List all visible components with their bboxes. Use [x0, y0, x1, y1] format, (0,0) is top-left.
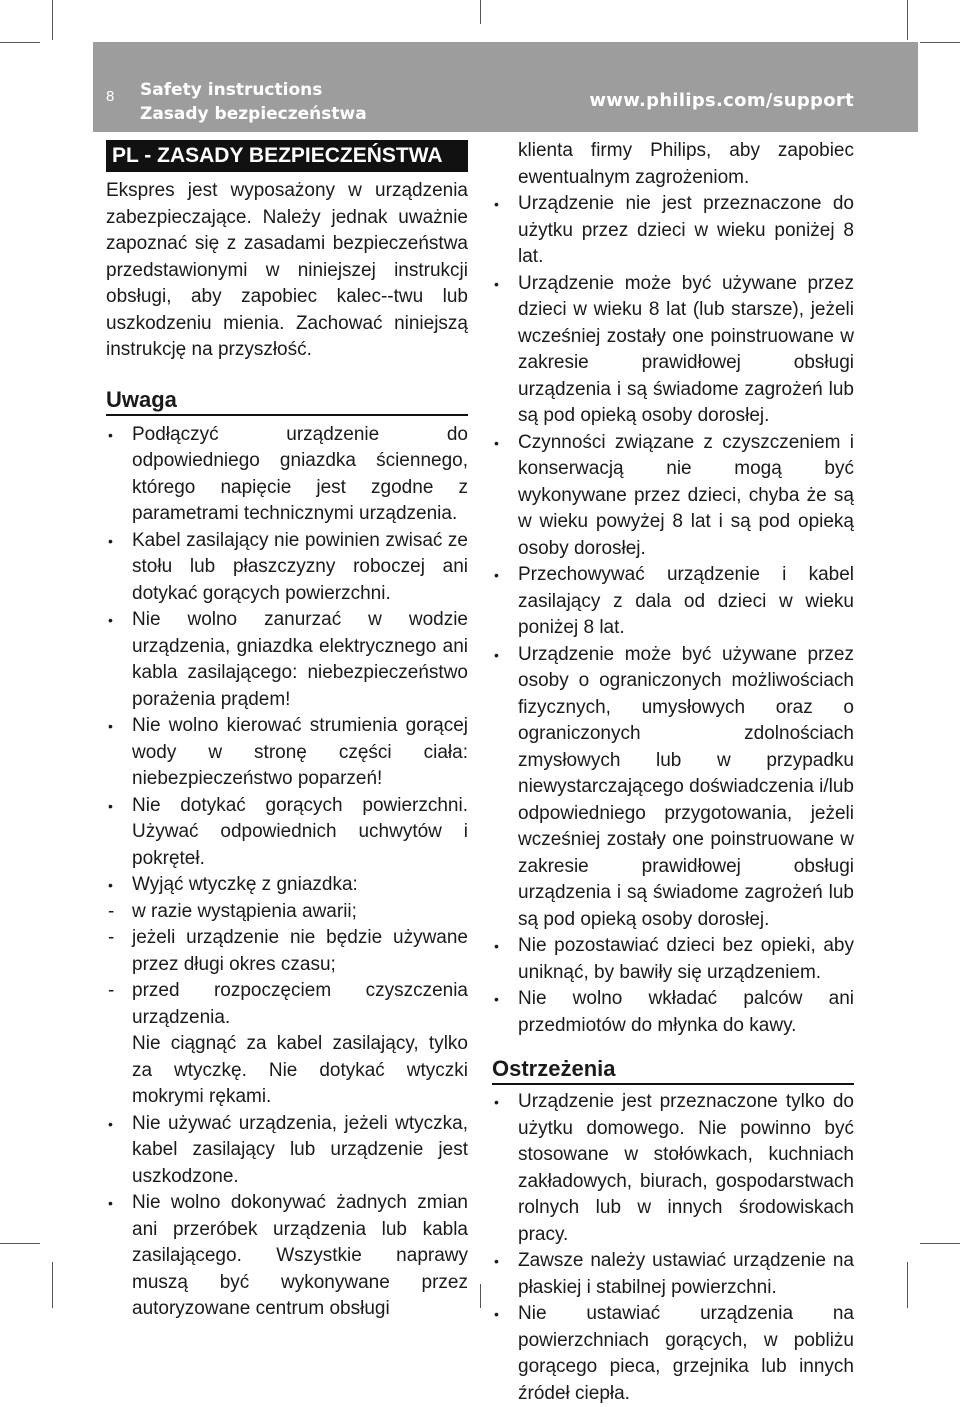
- list-item: - przed rozpoczęciem czyszczenia urządzenia.: [106, 978, 468, 1031]
- warning-list: [106, 422, 468, 1323]
- list-item: • Nie wolno kierować strumienia gorącej wody w stronę części ciała: niebezpieczeństwo poparzeń!: [106, 713, 468, 793]
- unplug-list: [106, 899, 468, 1032]
- crop-mark: [907, 0, 908, 40]
- list-item: • Urządzenie może być używane przez dzieci w wieku 8 lat (lub starsze), jeżeli wcześniej zostały one poinstruowane w zakresie prawidłowej obsługi urządzenia i są świadome zagrożeń lub są pod opieką osoby dorosłej.: [492, 271, 854, 430]
- list-item: • Urządzenie jest przeznaczone tylko do użytku domowego. Nie powinno być stosowane w stołówkach, kuchniach zakładowych, biurach, gospodarstwach rolnych lub w innych środowiskach pracy.: [492, 1089, 854, 1248]
- list-item: • Czynności związane z czyszczeniem i konserwacją nie mogą być wykonywane przez dzieci, chyba że są w wieku powyżej 8 lat i są pod opieką osoby dorosłej.: [492, 430, 854, 563]
- unplug-note: Nie ciągnąć za kabel zasilający, tylko za wtyczkę. Nie dotykać wtyczki mokrymi rękami.: [132, 1033, 468, 1107]
- crop-mark: [52, 0, 53, 40]
- children-list: [492, 191, 854, 1039]
- header-title-pl: Zasady bezpieczeństwa: [140, 104, 367, 124]
- list-item: • Przechowywać urządzenie i kabel zasilający z dala od dzieci w wieku poniżej 8 lat.: [492, 562, 854, 642]
- page-number: 8: [106, 88, 115, 105]
- left-column: [106, 140, 468, 1323]
- crop-mark: [0, 42, 40, 43]
- header-url: www.philips.com/support: [589, 90, 854, 111]
- crop-mark: [480, 0, 481, 24]
- list-item: • Kabel zasilający nie powinien zwisać ze stołu lub płaszczyzny roboczej ani dotykać gorących powierzchni.: [106, 528, 468, 608]
- crop-mark: [0, 1243, 40, 1244]
- list-item: • Zawsze należy ustawiać urządzenie na płaskiej i stabilnej powierzchni.: [492, 1248, 854, 1301]
- crop-mark: [920, 42, 960, 43]
- list-item: • Urządzenie nie jest przeznaczone do użytku przez dzieci w wieku poniżej 8 lat.: [492, 191, 854, 271]
- header-title-en: Safety instructions: [140, 80, 323, 100]
- continuation-text: klienta firmy Philips, aby zapobiec ewentualnym zagrożeniom.: [518, 140, 854, 188]
- list-item: • Urządzenie może być używane przez osoby o ograniczonych możliwościach fizycznych, umysłowych oraz o ograniczonych zdolnościach zmysłowych lub w przypadku niewystarczającego doświadczenia i/lub odpowiedniego przygotowania, jeżeli wcześniej zostały one poinstruowane w zakresie prawidłowej obsługi urządzenia i są świadome zagrożeń lub są pod opieką osoby dorosłej.: [492, 642, 854, 934]
- crop-mark: [920, 1243, 960, 1244]
- crop-mark: [480, 1284, 481, 1308]
- list-item: - w razie wystąpienia awarii;: [106, 899, 468, 926]
- list-item: • Nie wolno dokonywać żadnych zmian ani przeróbek urządzenia lub kabla zasilającego. Wszystkie naprawy muszą być wykonywane przez autoryzowane centrum obsługi: [106, 1190, 468, 1323]
- crop-mark: [907, 1262, 908, 1308]
- crop-mark: [52, 1262, 53, 1308]
- warnings-list: [492, 1089, 854, 1407]
- list-item: - jeżeli urządzenie nie będzie używane przez długi okres czasu;: [106, 925, 468, 978]
- unplug-intro: Wyjąć wtyczkę z gniazdka:: [132, 874, 358, 895]
- section-title: PL - ZASADY BEZPIECZEŃSTWA: [106, 140, 468, 172]
- list-item: • Nie dotykać gorących powierzchni. Używać odpowiednich uchwytów i pokręteł.: [106, 793, 468, 873]
- intro-paragraph: Ekspres jest wyposażony w urządzenia zabezpieczające. Należy jednak uważnie zapoznać się z zasadami bezpieczeństwa przedstawionymi w niniejszej instrukcji obsługi, aby zapobiec kalec--twu lub uszkodzeniu mienia. Zachować niniejszą instrukcję na przyszłość.: [106, 180, 468, 360]
- right-column: [492, 138, 854, 1407]
- list-item: • Nie pozostawiać dzieci bez opieki, aby uniknąć, by bawiły się urządzeniem.: [492, 933, 854, 986]
- list-item: • Nie ustawiać urządzenia na powierzchniach gorących, w pobliżu gorącego pieca, grzejnika lub innych źródeł ciepła.: [492, 1301, 854, 1407]
- list-item: • Podłączyć urządzenie do odpowiedniego gniazdka ściennego, którego napięcie jest zgodne z parametrami technicznymi urządzenia.: [106, 422, 468, 528]
- list-item: • Nie używać urządzenia, jeżeli wtyczka, kabel zasilający lub urządzenie jest uszkodzone.: [106, 1111, 468, 1191]
- list-item: • Nie wolno zanurzać w wodzie urządzenia, gniazdka elektrycznego ani kabla zasilającego: niebezpieczeństwo porażenia prądem!: [106, 607, 468, 713]
- list-item: • Nie wolno wkładać palców ani przedmiotów do młynka do kawy.: [492, 986, 854, 1039]
- warnings-heading: Ostrzeżenia: [492, 1055, 854, 1085]
- warning-heading: Uwaga: [106, 386, 468, 416]
- list-item: [106, 872, 468, 1111]
